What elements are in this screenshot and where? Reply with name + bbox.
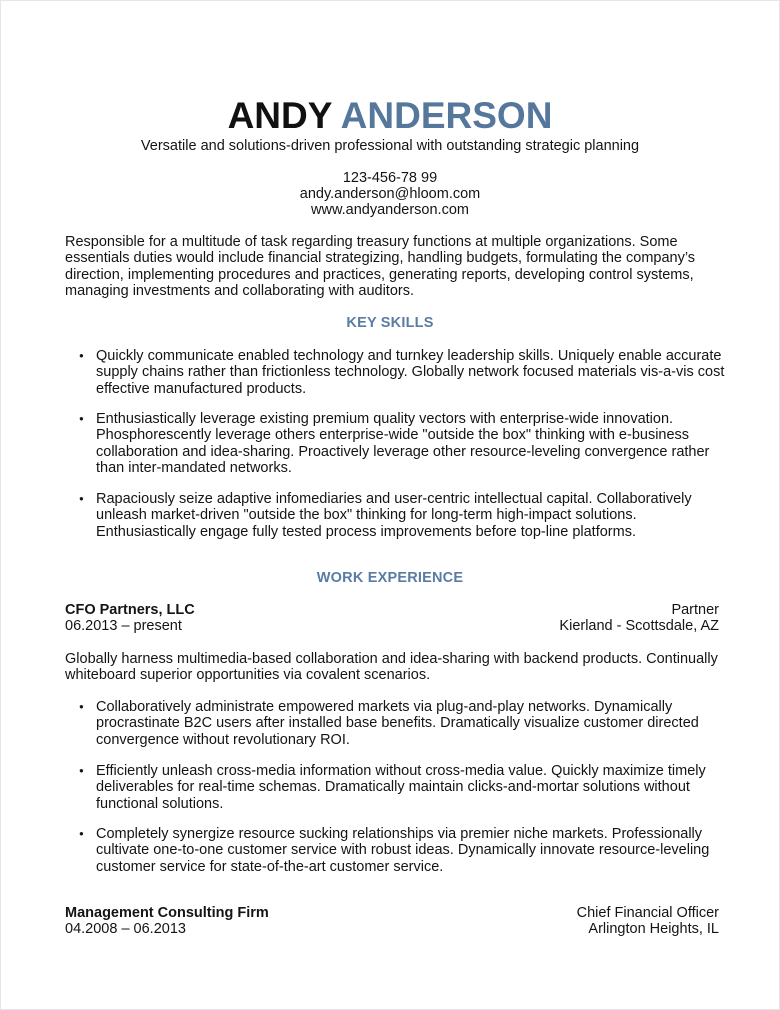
phone: 123-456-78 99 — [342, 170, 438, 186]
job-role: Partner — [671, 602, 719, 618]
work-experience-heading: WORK EXPERIENCE — [316, 570, 464, 586]
job-dates: 04.2008 – 06.2013 — [65, 921, 186, 937]
job-bullet: ● Collaboratively administrate empowered markets via plug-and-play networks. Dynamically procrastinate B2C users after installed base benefits. Dramatically visualize customer directed convergence without revolutionary ROI. — [96, 699, 731, 748]
skill-item: ● Rapaciously seize adaptive infomediaries and user-centric intellectual capital. Collaboratively unleash market-driven "outside the box" thinking for long-term high-impact solutions. Enthusiastically engage fully tested process improvements before top-line platforms. — [96, 491, 731, 540]
job-bullet: ● Completely synergize resource sucking relationships via premier niche markets. Professionally cultivate one-to-one customer service with robust ideas. Dynamically innovate resource-leveling customer service for state-of-the-art customer service. — [96, 826, 731, 875]
first-name: ANDY — [227, 95, 332, 136]
job-role: Chief Financial Officer — [576, 905, 719, 921]
job-location: Arlington Heights, IL — [588, 921, 719, 937]
email: andy.anderson@hloom.com — [299, 186, 481, 202]
tagline: Versatile and solutions-driven professional with outstanding strategic planning — [140, 138, 640, 154]
candidate-name — [1, 93, 779, 139]
website: www.andyanderson.com — [311, 202, 469, 218]
company-name: Management Consulting Firm — [65, 905, 269, 921]
key-skills-heading: KEY SKILLS — [346, 315, 434, 331]
job-dates: 06.2013 – present — [65, 618, 182, 634]
summary-paragraph: Responsible for a multitude of task regarding treasury functions at multiple organizations. Some essentials duties would include financial strategizing, handling budgets, formulating the company’s direction, implementing procedures and practices, generating reports, developing control systems, managing investments and collaborating with auditors. — [65, 234, 696, 299]
company-name: CFO Partners, LLC — [65, 602, 195, 618]
last-name: ANDERSON — [340, 95, 553, 136]
job-location: Kierland - Scottsdale, AZ — [559, 618, 719, 634]
skill-item: ● Enthusiastically leverage existing premium quality vectors with enterprise-wide innovation. Phosphorescently leverage others enterprise-wide "outside the box" thinking with e-business collaboration and idea-sharing. Proactively leverage other resource-leveling convergence rather than inter-mandated networks. — [96, 411, 731, 476]
job-bullet: ● Efficiently unleash cross-media information without cross-media value. Quickly maximize timely deliverables for real-time schemas. Dramatically maintain clicks-and-mortar solutions without functional solutions. — [96, 763, 731, 812]
skill-item: ● Quickly communicate enabled technology and turnkey leadership skills. Uniquely enable accurate supply chains rather than frictionless technology. Globally network focused materials vis-a-vis cost effective manufactured products. — [96, 348, 731, 397]
job-description: Globally harness multimedia-based collaboration and idea-sharing with backend products. Continually whiteboard superior opportunities via covalent scenarios. — [65, 651, 718, 684]
